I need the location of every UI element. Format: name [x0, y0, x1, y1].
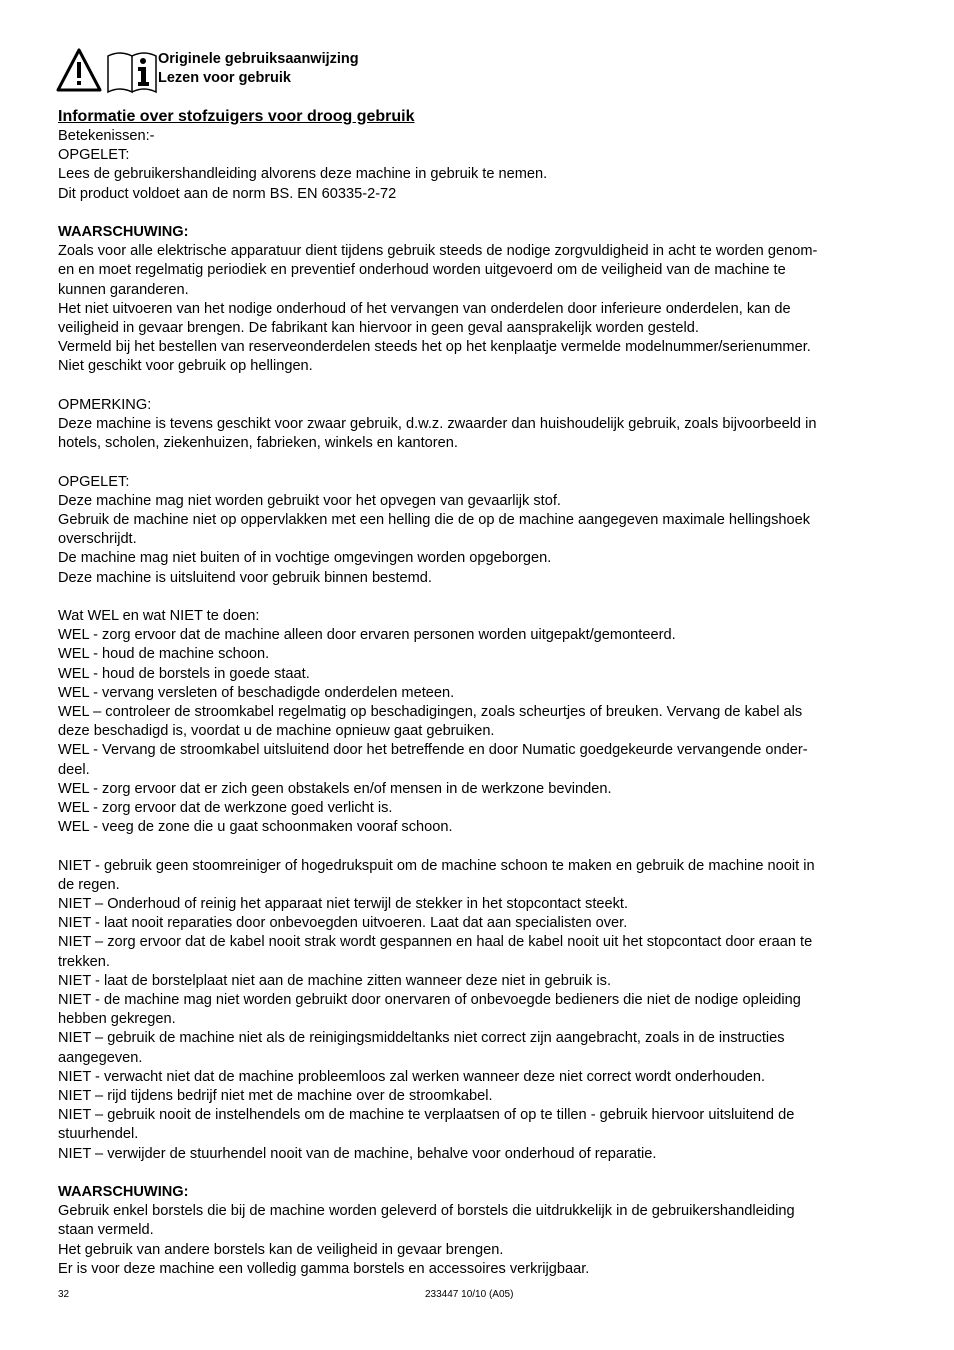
- text-line: Er is voor deze machine een volledig gamma borstels en accessoires verkrijgbaar.: [58, 1260, 590, 1277]
- do-item: WEL - vervang versleten of beschadigde onderdelen meteen.: [58, 684, 455, 701]
- remark-section: [58, 396, 898, 454]
- dont-item: NIET - verwacht niet dat de machine probleemloos zal werken wanneer deze niet correct wordt onderhouden.: [58, 1068, 766, 1085]
- header-text: [158, 50, 558, 88]
- page-number: 32: [58, 1289, 70, 1300]
- do-item: WEL - veeg de zone die u gaat schoonmaken vooraf schoon.: [58, 819, 453, 836]
- warning-triangle-icon: [58, 50, 100, 90]
- dont-item: trekken.: [58, 953, 110, 970]
- text-line: De machine mag niet buiten of in vochtige omgevingen worden opgeborgen.: [58, 550, 552, 567]
- text-line: veiligheid in gevaar brengen. De fabrikant kan hiervoor in geen geval aansprakelijk worden gesteld.: [58, 320, 699, 337]
- header-icons: [56, 46, 158, 94]
- dont-item: NIET - laat de borstelplaat niet aan de machine zitten wanneer deze niet in gebruik is.: [58, 972, 611, 989]
- dont-item: NIET – Onderhoud of reinig het apparaat niet terwijl de stekker in het stopcontact steekt.: [58, 896, 629, 913]
- dont-item: stuurhendel.: [58, 1126, 139, 1143]
- warning-section-1: [58, 223, 898, 377]
- text-line: Deze machine mag niet worden gebruikt voor het opvegen van gevaarlijk stof.: [58, 492, 561, 509]
- intro-line: Dit product voldoet aan de norm BS. EN 60335-2-72: [58, 185, 397, 202]
- intro-line: Lees de gebruikershandleiding alvorens deze machine in gebruik te nemen.: [58, 166, 548, 183]
- dont-item: NIET – verwijder de stuurhendel nooit van de machine, behalve voor onderhoud of reparatie.: [58, 1145, 657, 1162]
- text-line: Het gebruik van andere borstels kan de veiligheid in gevaar brengen.: [58, 1241, 504, 1258]
- document-body: [58, 107, 898, 1279]
- donts-section: [58, 857, 898, 1164]
- do-item: WEL - houd de borstels in goede staat.: [58, 665, 310, 682]
- dont-item: NIET – rijd tijdens bedrijf niet met de machine over de stroomkabel.: [58, 1088, 493, 1105]
- document-code: 233447 10/10 (A05): [425, 1289, 514, 1300]
- dont-item: NIET - de machine mag niet worden gebruikt door onervaren of onbevoegde bedieners die niet de nodige opleiding: [58, 992, 801, 1009]
- text-line: Deze machine is tevens geschikt voor zwaar gebruik, d.w.z. zwaarder dan huishoudelijk gebruik, zoals bijvoorbeeld in: [58, 416, 817, 433]
- do-item: WEL - zorg ervoor dat de werkzone goed verlicht is.: [58, 800, 393, 817]
- text-line: Deze machine is uitsluitend voor gebruik binnen bestemd.: [58, 569, 432, 586]
- dont-item: NIET - laat nooit reparaties door onbevoegden uitvoeren. Laat dat aan specialisten over.: [58, 915, 628, 932]
- dont-item: aangegeven.: [58, 1049, 143, 1066]
- text-line: hotels, scholen, ziekenhuizen, fabrieken, winkels en kantoren.: [58, 435, 458, 452]
- text-line: Zoals voor alle elektrische apparatuur dient tijdens gebruik steeds de nodige zorgvuldigheid in acht te worden genom-: [58, 243, 818, 260]
- dont-item: NIET – gebruik nooit de instelhendels om de machine te verplaatsen of op te tillen - gebruik hiervoor uitsluitend de: [58, 1107, 795, 1124]
- intro-section: [58, 127, 898, 204]
- text-line: en en moet regelmatig periodiek en preventief onderhoud worden uitgevoerd om de veiligheid van de machine te: [58, 262, 786, 279]
- header-line-1: Originele gebruiksaanwijzing: [158, 51, 359, 67]
- do-item: WEL - houd de machine schoon.: [58, 646, 270, 663]
- page-title: Informatie over stofzuigers voor droog gebruik: [58, 108, 415, 125]
- text-line: Gebruik enkel borstels die bij de machine worden geleverd of borstels die uitdrukkelijk in de gebruikershandleiding: [58, 1203, 795, 1220]
- do-item: deze beschadigd is, voordat u de machine opnieuw gaat gebruiken.: [58, 723, 495, 740]
- do-item: WEL - zorg ervoor dat er zich geen obstakels en/of mensen in de werkzone bevinden.: [58, 780, 612, 797]
- text-line: Het niet uitvoeren van het nodige onderhoud of het vervangen van onderdelen door inferieure onderdelen, kan de: [58, 300, 791, 317]
- caution-section: [58, 473, 898, 588]
- intro-line: Betekenissen:-: [58, 128, 155, 144]
- text-line: overschrijdt.: [58, 531, 137, 548]
- manual-info-icon: [108, 53, 156, 92]
- text-line: staan vermeld.: [58, 1222, 154, 1239]
- dont-item: de regen.: [58, 876, 120, 893]
- remark-heading: OPMERKING:: [58, 396, 152, 413]
- dont-item: NIET – gebruik de machine niet als de reinigingsmiddeltanks niet correct zijn aangebracht, zoals in de instructies: [58, 1030, 785, 1047]
- do-item: WEL - Vervang de stroomkabel uitsluitend door het betreffende en door Numatic goedgekeurde vervangende onder-: [58, 742, 808, 759]
- intro-line: OPGELET:: [58, 147, 130, 164]
- text-line: kunnen garanderen.: [58, 281, 189, 298]
- text-line: Niet geschikt voor gebruik op hellingen.: [58, 358, 313, 375]
- dont-item: hebben gekregen.: [58, 1011, 176, 1028]
- do-item: deel.: [58, 761, 90, 778]
- dos-section: [58, 607, 898, 837]
- dont-item: NIET – zorg ervoor dat de kabel nooit strak wordt gespannen en haal de kabel nooit uit het stopcontact door eraan te: [58, 934, 813, 951]
- warning-heading: WAARSCHUWING:: [58, 1184, 189, 1201]
- header-line-2: Lezen voor gebruik: [158, 70, 291, 86]
- do-item: WEL - zorg ervoor dat de machine alleen door ervaren personen worden uitgepakt/gemonteerd.: [58, 627, 676, 644]
- text-line: Vermeld bij het bestellen van reserveonderdelen steeds het op het kenplaatje vermelde modelnummer/serienummer.: [58, 339, 811, 356]
- dos-heading: Wat WEL en wat NIET te doen:: [58, 608, 260, 625]
- text-line: Gebruik de machine niet op oppervlakken met een helling die de op de machine aangegeven maximale hellingshoek: [58, 512, 811, 529]
- caution-heading: OPGELET:: [58, 473, 130, 490]
- warning-heading: WAARSCHUWING:: [58, 224, 189, 240]
- do-item: WEL – controleer de stroomkabel regelmatig op beschadigingen, zoals scheurtjes of breuken. Vervang de kabel als: [58, 704, 803, 721]
- warning-section-2: [58, 1183, 898, 1279]
- dont-item: NIET - gebruik geen stoomreiniger of hogedrukspuit om de machine schoon te maken en gebruik de machine nooit in: [58, 857, 815, 874]
